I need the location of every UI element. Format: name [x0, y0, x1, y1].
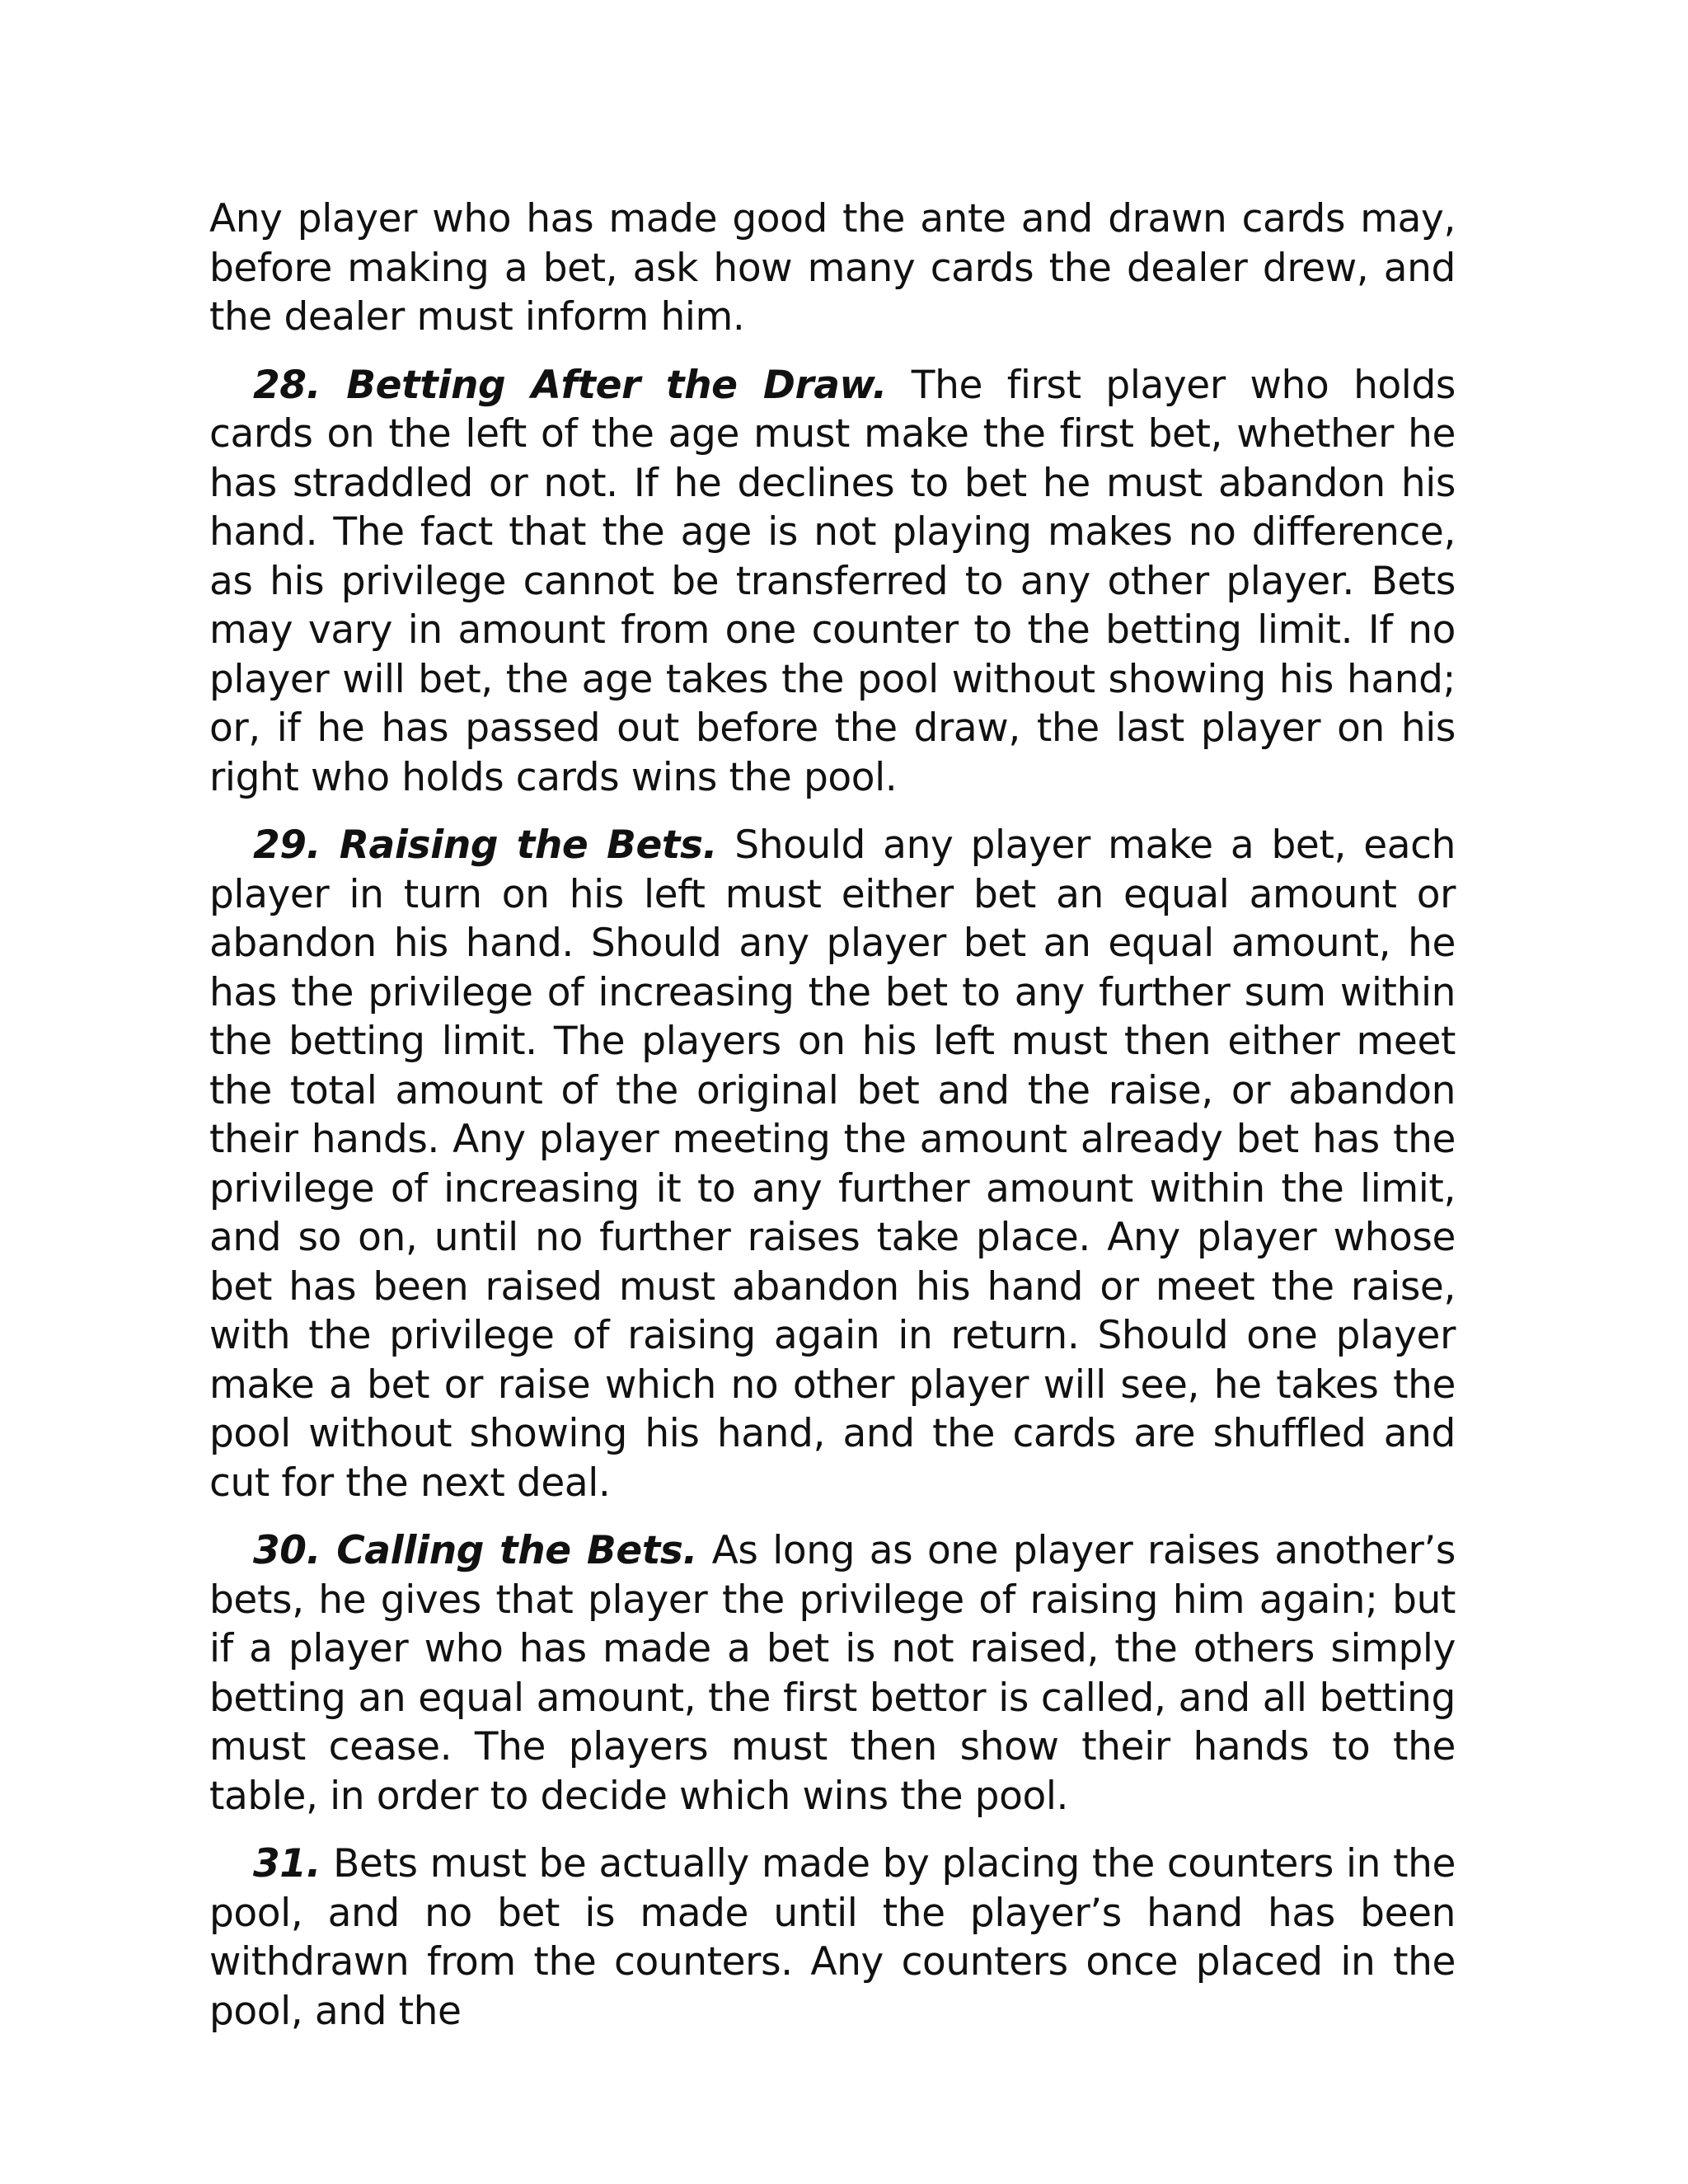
paragraph-text: Any player who has made good the ante and drawn cards may, before making a bet, ask how many cards the dealer drew, and the dealer must inform him. — [209, 196, 1456, 340]
paragraph-betting-after-draw — [209, 361, 1456, 803]
section-heading: 28. Betting After the Draw. — [253, 362, 888, 408]
paragraph-text: The first player who holds cards on the left of the age must make the first bet, whether he has straddled or not. If he declines to bet he must abandon his hand. The fact that the age is not playing makes no difference, as his privilege cannot be transferred to any other player. Bets may vary in amount from one counter to the betting limit. If no player will bet, the age takes the pool without showing his hand; or, if he has passed out before the draw, the last player on his right who holds cards wins the pool. — [209, 362, 1456, 800]
section-heading: 29. Raising the Bets. — [253, 823, 718, 868]
paragraph-text: As long as one player raises another’s bets, he gives that player the privilege of raising him again; but if a player who has made a bet is not raised, the others simply betting an equal amount, the first bettor is called, and all betting must cease. The players must then show their hands to the table, in order to decide which wins the pool. — [209, 1528, 1456, 1819]
document-page — [209, 194, 1456, 2036]
paragraph-calling-bets — [209, 1526, 1456, 1821]
section-heading: 31. — [253, 1841, 321, 1886]
paragraph-raising-bets — [209, 821, 1456, 1507]
paragraph-ante-inquiry — [209, 194, 1456, 342]
paragraph-text: Bets must be actually made by placing the counters in the pool, and no bet is made until the player’s hand has been withdrawn from the counters. Any counters once placed in the pool, and the — [209, 1841, 1456, 2034]
section-heading: 30. Calling the Bets. — [253, 1528, 697, 1573]
paragraph-text: Should any player make a bet, each player in turn on his left must either bet an equal amount or abandon his hand. Should any player bet an equal amount, he has the privilege of increasing the bet to any further sum within the betting limit. The players on his left must then either meet the total amount of the original bet and the raise, or abandon their hands. Any player meeting the amount already bet has the privilege of increasing it to any further amount within the limit, and so on, until no further raises take place. Any player whose bet has been raised must abandon his hand or meet the raise, with the privilege of raising again in return. Should one player make a bet or raise which no other player will see, he takes the pool without showing his hand, and the cards are shuffled and cut for the next deal. — [209, 823, 1456, 1506]
paragraph-placing-bets — [209, 1840, 1456, 2036]
